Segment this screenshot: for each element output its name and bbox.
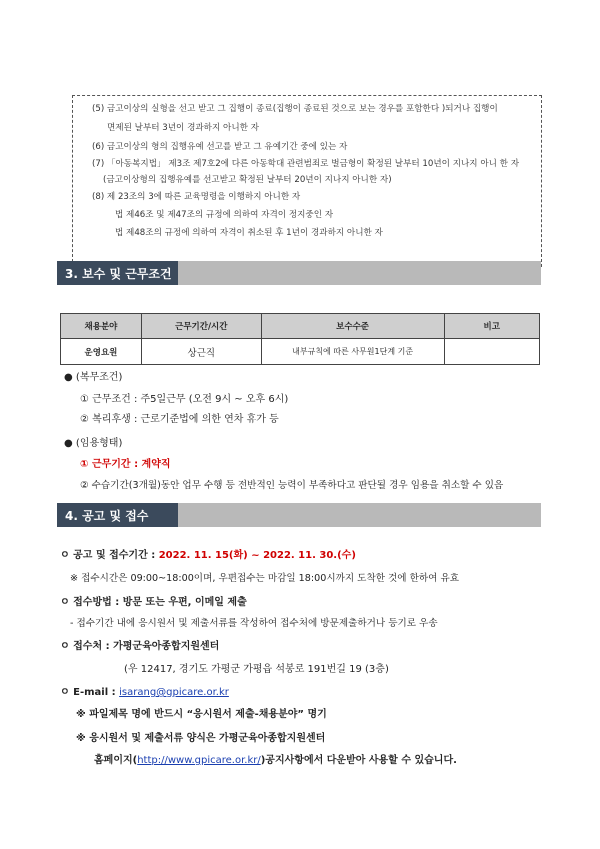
homepage-suffix: )공지사항에서 다운받아 사용할 수 있습니다. — [260, 755, 457, 766]
place-line: ㅇ 접수처 : 가평군육아종합지원센터 — [60, 641, 220, 652]
section-4-header — [57, 503, 541, 527]
method-note: - 접수기간 내에 응시원서 및 제출서류를 작성하여 접수처에 방문제출하거나 등기로 우송 — [70, 618, 438, 629]
address-line: (우 12417, 경기도 가평군 가평읍 석봉로 191번길 19 (3층) — [124, 664, 389, 675]
condition-contract: ① 근무기간 : 계약직 — [80, 459, 171, 470]
bullet-dot: ● — [64, 372, 73, 383]
table-row — [61, 339, 540, 365]
homepage-prefix: 홈페이지( — [94, 755, 138, 766]
table-cell: 운영요원 — [61, 339, 142, 365]
bullet-dot: ● — [64, 438, 73, 449]
section-3-title: 3. 보수 및 근무조건 — [65, 267, 172, 281]
eligibility-line-5a: (5) 금고이상의 실형을 선고 받고 그 집행이 종료(집행이 종료된 것으로 보는 경우를 포함한다 )되거나 집행이 — [92, 104, 498, 114]
pay-table-header: 보수수준 — [261, 314, 444, 339]
email-link[interactable]: isarang@gpicare.or.kr — [119, 687, 229, 698]
condition-hours: ① 근무조건 : 주5일근무 (오전 9시 ~ 오후 6시) — [80, 394, 289, 405]
bullet-label: (복무조건) — [75, 372, 123, 383]
bullet-label: (임용형태) — [75, 438, 123, 449]
pay-table-header: 비고 — [444, 314, 539, 339]
table-cell: 상근직 — [141, 339, 261, 365]
period-note: ※ 접수시간은 09:00~18:00이며, 우편접수는 마감일 18:00시까지 도착한 것에 한하여 유효 — [70, 573, 460, 584]
eligibility-line-8b: 법 제46조 및 제47조의 규정에 의하여 자격이 정지중인 자 — [115, 210, 334, 220]
file-title-note: ※ 파일제목 명에 반드시 “응시원서 제출-채용분야” 명기 — [76, 709, 327, 720]
email-label: ㅇ E-mail : — [60, 687, 116, 698]
period-value: 2022. 11. 15(화) ~ 2022. 11. 30.(수) — [158, 550, 356, 561]
pay-table-header: 근무기간/시간 — [141, 314, 261, 339]
table-cell: 내부규칙에 따른 사무원1단계 기준 — [261, 339, 444, 365]
period-label: ㅇ 공고 및 접수기간 : — [60, 550, 156, 561]
period-line — [60, 546, 356, 561]
bullet-employment-type — [64, 434, 122, 449]
homepage-note — [94, 751, 457, 766]
method-line: ㅇ 접수방법 : 방문 또는 우편, 이메일 제출 — [60, 597, 247, 608]
section-4-title: 4. 공고 및 접수 — [65, 509, 149, 523]
eligibility-line-5b: 면제된 날부터 3년이 경과하지 아니한 자 — [107, 123, 259, 133]
forms-note: ※ 응시원서 및 제출서류 양식은 가평군육아종합지원센터 — [76, 733, 326, 744]
pay-table-header-row — [61, 314, 540, 339]
pay-table — [60, 313, 540, 365]
bullet-service-conditions — [64, 368, 122, 383]
eligibility-line-6: (6) 금고이상의 형의 집행유예 선고를 받고 그 유예기간 중에 있는 자 — [92, 142, 348, 152]
email-line — [60, 683, 229, 698]
section-3-header — [57, 261, 541, 285]
eligibility-line-7a: (7) 「아동복지법」 제3조 제7호2에 다른 아동학대 관련범죄로 벌금형이 확정된 날부터 10년이 지나지 아니 한 자 — [92, 159, 520, 169]
condition-probation: ② 수습기간(3개월)동안 업무 수행 등 전반적인 능력이 부족하다고 판단될 경우 임용을 취소할 수 있음 — [80, 480, 504, 491]
homepage-link[interactable]: http://www.gpicare.or.kr/ — [137, 755, 261, 766]
eligibility-line-7b: (금고이상형의 집행유예를 선고받고 확정된 날부터 20년이 지나지 아니한 자) — [103, 175, 392, 185]
pay-table-header: 채용분야 — [61, 314, 142, 339]
condition-benefits: ② 복리후생 : 근로기준법에 의한 연차 휴가 등 — [80, 414, 279, 425]
eligibility-line-8a: (8) 제 23조의 3에 따른 교육명령을 이행하지 아니한 자 — [92, 192, 301, 202]
eligibility-line-8c: 법 제48조의 규정에 의하여 자격이 취소된 후 1년이 경과하지 아니한 자 — [115, 228, 383, 238]
table-cell — [444, 339, 539, 365]
